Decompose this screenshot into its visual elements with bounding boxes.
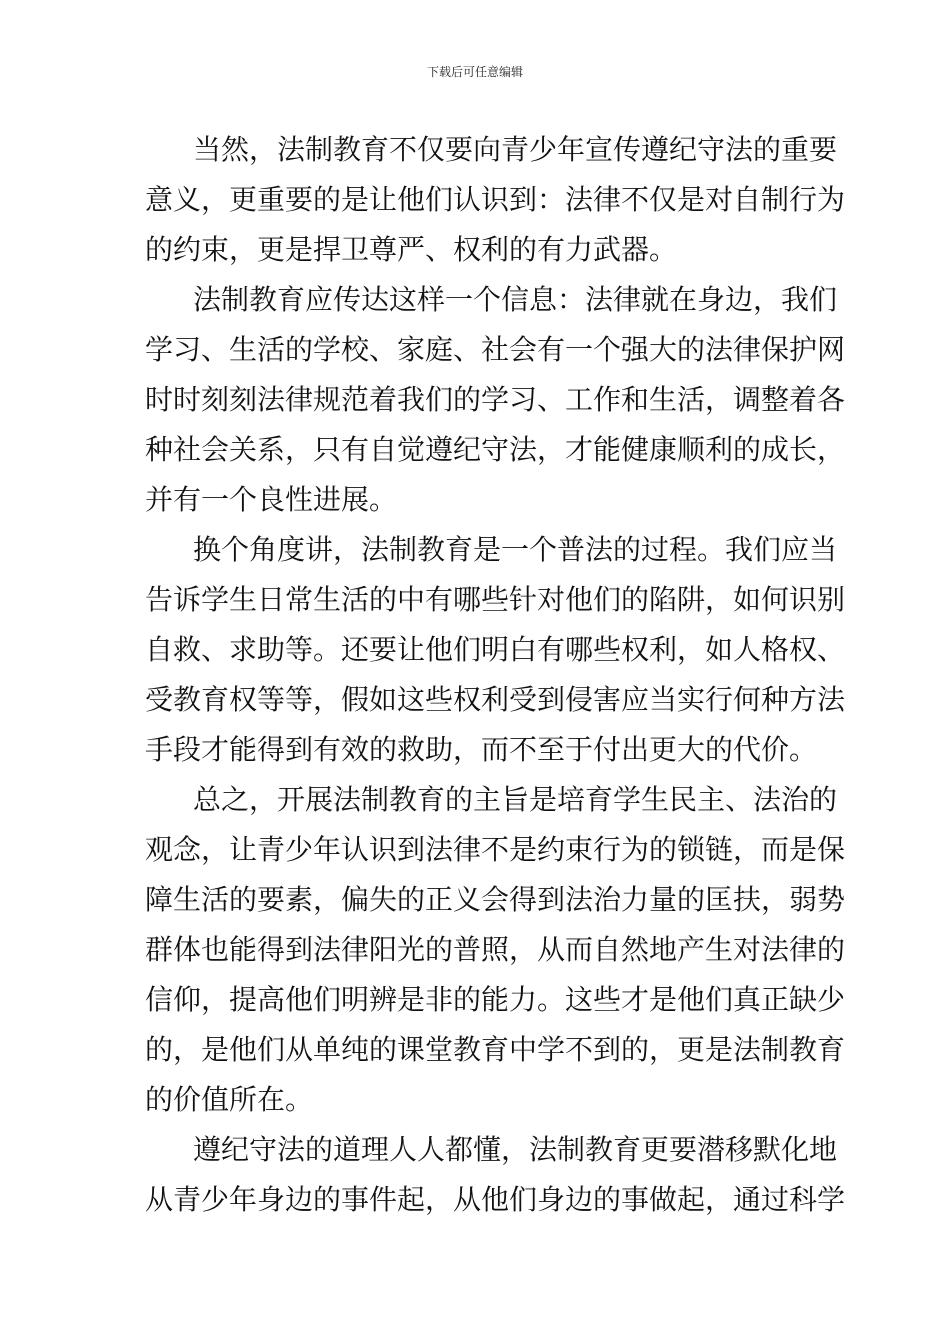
paragraph-3-line-3: 自救、求助等。还要让他们明白有哪些权利，如人格权、 — [145, 633, 846, 666]
paragraph-1-line-3: 的约束，更是捍卫尊严、权利的有力武器。 — [145, 233, 678, 266]
paragraph-2-line-3: 时时刻刻法律规范着我们的学习、工作和生活，调整着各 — [145, 383, 846, 416]
paragraph-4-line-4: 群体也能得到法律阳光的普照，从而自然地产生对法律的 — [145, 933, 846, 966]
paragraph-5-line-2: 从青少年身边的事件起，从他们身边的事做起，通过科学 — [145, 1183, 846, 1216]
paragraph-4-line-2: 观念，让青少年认识到法律不是约束行为的锁链，而是保 — [145, 833, 846, 866]
paragraph-5-line-1: 遵纪守法的道理人人都懂，法制教育更要潜移默化地 — [193, 1133, 838, 1166]
paragraph-3-line-2: 告诉学生日常生活的中有哪些针对他们的陷阱，如何识别 — [145, 583, 846, 616]
paragraph-4-line-5: 信仰，提高他们明辨是非的能力。这些才是他们真正缺少 — [145, 983, 846, 1016]
paragraph-3-line-1: 换个角度讲，法制教育是一个普法的过程。我们应当 — [193, 533, 838, 566]
paragraph-4-line-1: 总之，开展法制教育的主旨是培育学生民主、法治的 — [193, 783, 838, 816]
paragraph-1-line-1: 当然，法制教育不仅要向青少年宣传遵纪守法的重要 — [193, 133, 838, 166]
paragraph-4-line-6: 的，是他们从单纯的课堂教育中学不到的，更是法制教育 — [145, 1033, 846, 1066]
paragraph-2-line-4: 种社会关系，只有自觉遵纪守法，才能健康顺利的成长， — [145, 433, 846, 466]
page-header: 下载后可任意编辑 — [426, 65, 523, 79]
paragraph-4-line-7: 的价值所在。 — [145, 1083, 314, 1116]
paragraph-3-line-4: 受教育权等等，假如这些权利受到侵害应当实行何种方法 — [145, 683, 846, 716]
paragraph-3-line-5: 手段才能得到有效的救助，而不至于付出更大的代价。 — [145, 733, 818, 766]
paragraph-2-line-2: 学习、生活的学校、家庭、社会有一个强大的法律保护网 — [145, 333, 846, 366]
paragraph-1-line-2: 意义，更重要的是让他们认识到：法律不仅是对自制行为 — [145, 183, 846, 216]
paragraph-4-line-3: 障生活的要素，偏失的正义会得到法治力量的匡扶，弱势 — [145, 883, 846, 916]
paragraph-2-line-1: 法制教育应传达这样一个信息：法律就在身边，我们 — [193, 283, 838, 316]
paragraph-2-line-5: 并有一个良性进展。 — [145, 483, 398, 516]
